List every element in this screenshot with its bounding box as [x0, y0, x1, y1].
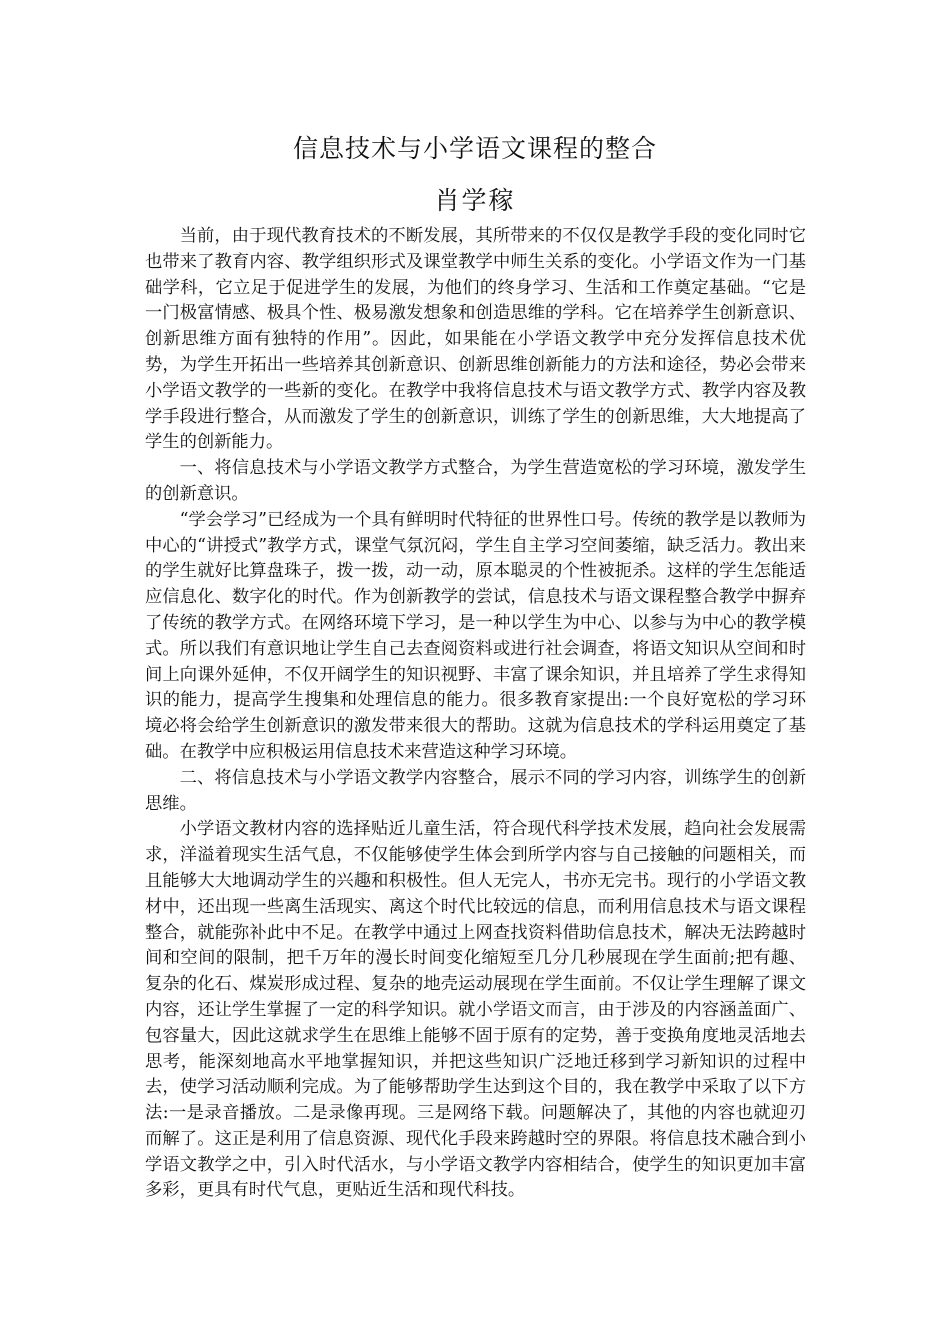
document-body [145, 224, 806, 1204]
paragraph-intro: 当前，由于现代教育技术的不断发展，其所带来的不仅仅是教学手段的变化同时它也带来了教育内容、教学组织形式及课堂教学中师生关系的变化。小学语文作为一门基础学科，它立足于促进学生的发展，为他们的终身学习、生活和工作奠定基础。“它是一门极富情感、极具个性、极易激发想象和创造思维的学科。它在培养学生创新意识、创新思维方面有独特的作用”。因此，如果能在小学语文教学中充分发挥信息技术优势，为学生开拓出一些培养其创新意识、创新思维创新能力的方法和途径，势必会带来小学语文教学的一些新的变化。在教学中我将信息技术与语文教学方式、教学内容及教学手段进行整合，从而激发了学生的创新意识，训练了学生的创新思维，大大地提高了学生的创新能力。 [145, 226, 806, 453]
paragraph-heading-two: 二、将信息技术与小学语文教学内容整合，展示不同的学习内容，训练学生的创新思维。 [145, 767, 806, 814]
document-title: 信息技术与小学语文课程的整合 [292, 134, 657, 163]
paragraph-section-one: “学会学习”已经成为一个具有鲜明时代特征的世界性口号。传统的教学是以教师为中心的“讲授式”教学方式，课堂气氛沉闷，学生自主学习空间萎缩，缺乏活力。教出来的学生就好比算盘珠子，拨一拨，动一动，原本聪灵的个性被扼杀。这样的学生怎能适应信息化、数字化的时代。作为创新教学的尝试，信息技术与语文课程整合教学中摒弃了传统的教学方式。在网络环境下学习，是一种以学生为中心、以参与为中心的教学模式。所以我们有意识地让学生自己去查阅资料或进行社会调查，将语文知识从空间和时间上向课外延伸，不仅开阔学生的知识视野、丰富了课余知识，并且培养了学生求得知识的能力，提高学生搜集和处理信息的能力。很多教育家提出:一个良好宽松的学习环境必将会给学生创新意识的激发带来很大的帮助。这就为信息技术的学科运用奠定了基础。在教学中应积极运用信息技术来营造这种学习环境。 [145, 509, 806, 762]
paragraph-heading-one: 一、将信息技术与小学语文教学方式整合，为学生营造宽松的学习环境，激发学生的创新意识。 [145, 458, 806, 504]
document-author: 肖学稼 [434, 186, 516, 215]
paragraph-section-two: 小学语文教材内容的选择贴近儿童生活，符合现代科学技术发展，趋向社会发展需求，洋溢着现实生活气息，不仅能够使学生体会到所学内容与自己接触的问题相关，而且能够大大地调动学生的兴趣和积极性。但人无完人，书亦无完书。现行的小学语文教材中，还出现一些离生活现实、离这个时代比较远的信息，而利用信息技术与语文课程整合，就能弥补此中不足。在教学中通过上网查找资料借助信息技术，解决无法跨越时间和空间的限制，把千万年的漫长时间变化缩短至几分几秒展现在学生面前;把有趣、复杂的化石、煤炭形成过程、复杂的地壳运动展现在学生面前。不仅让学生理解了课文内容，还让学生掌握了一定的科学知识。就小学语文而言，由于涉及的内容涵盖面广、包容量大，因此这就求学生在思维上能够不固于原有的定势，善于变换角度地灵活地去思考，能深刻地高水平地掌握知识，并把这些知识广泛地迁移到学习新知识的过程中去，使学习活动顺利完成。为了能够帮助学生达到这个目的，我在教学中采取了以下方法:一是录音播放。二是录像再现。三是网络下载。问题解决了，其他的内容也就迎刃而解了。这正是利用了信息资源、现代化手段来跨越时空的界限。将信息技术融合到小学语文教学之中，引入时代活水，与小学语文教学内容相结合，使学生的知识更加丰富多彩，更具有时代气息，更贴近生活和现代科技。 [145, 819, 806, 1201]
